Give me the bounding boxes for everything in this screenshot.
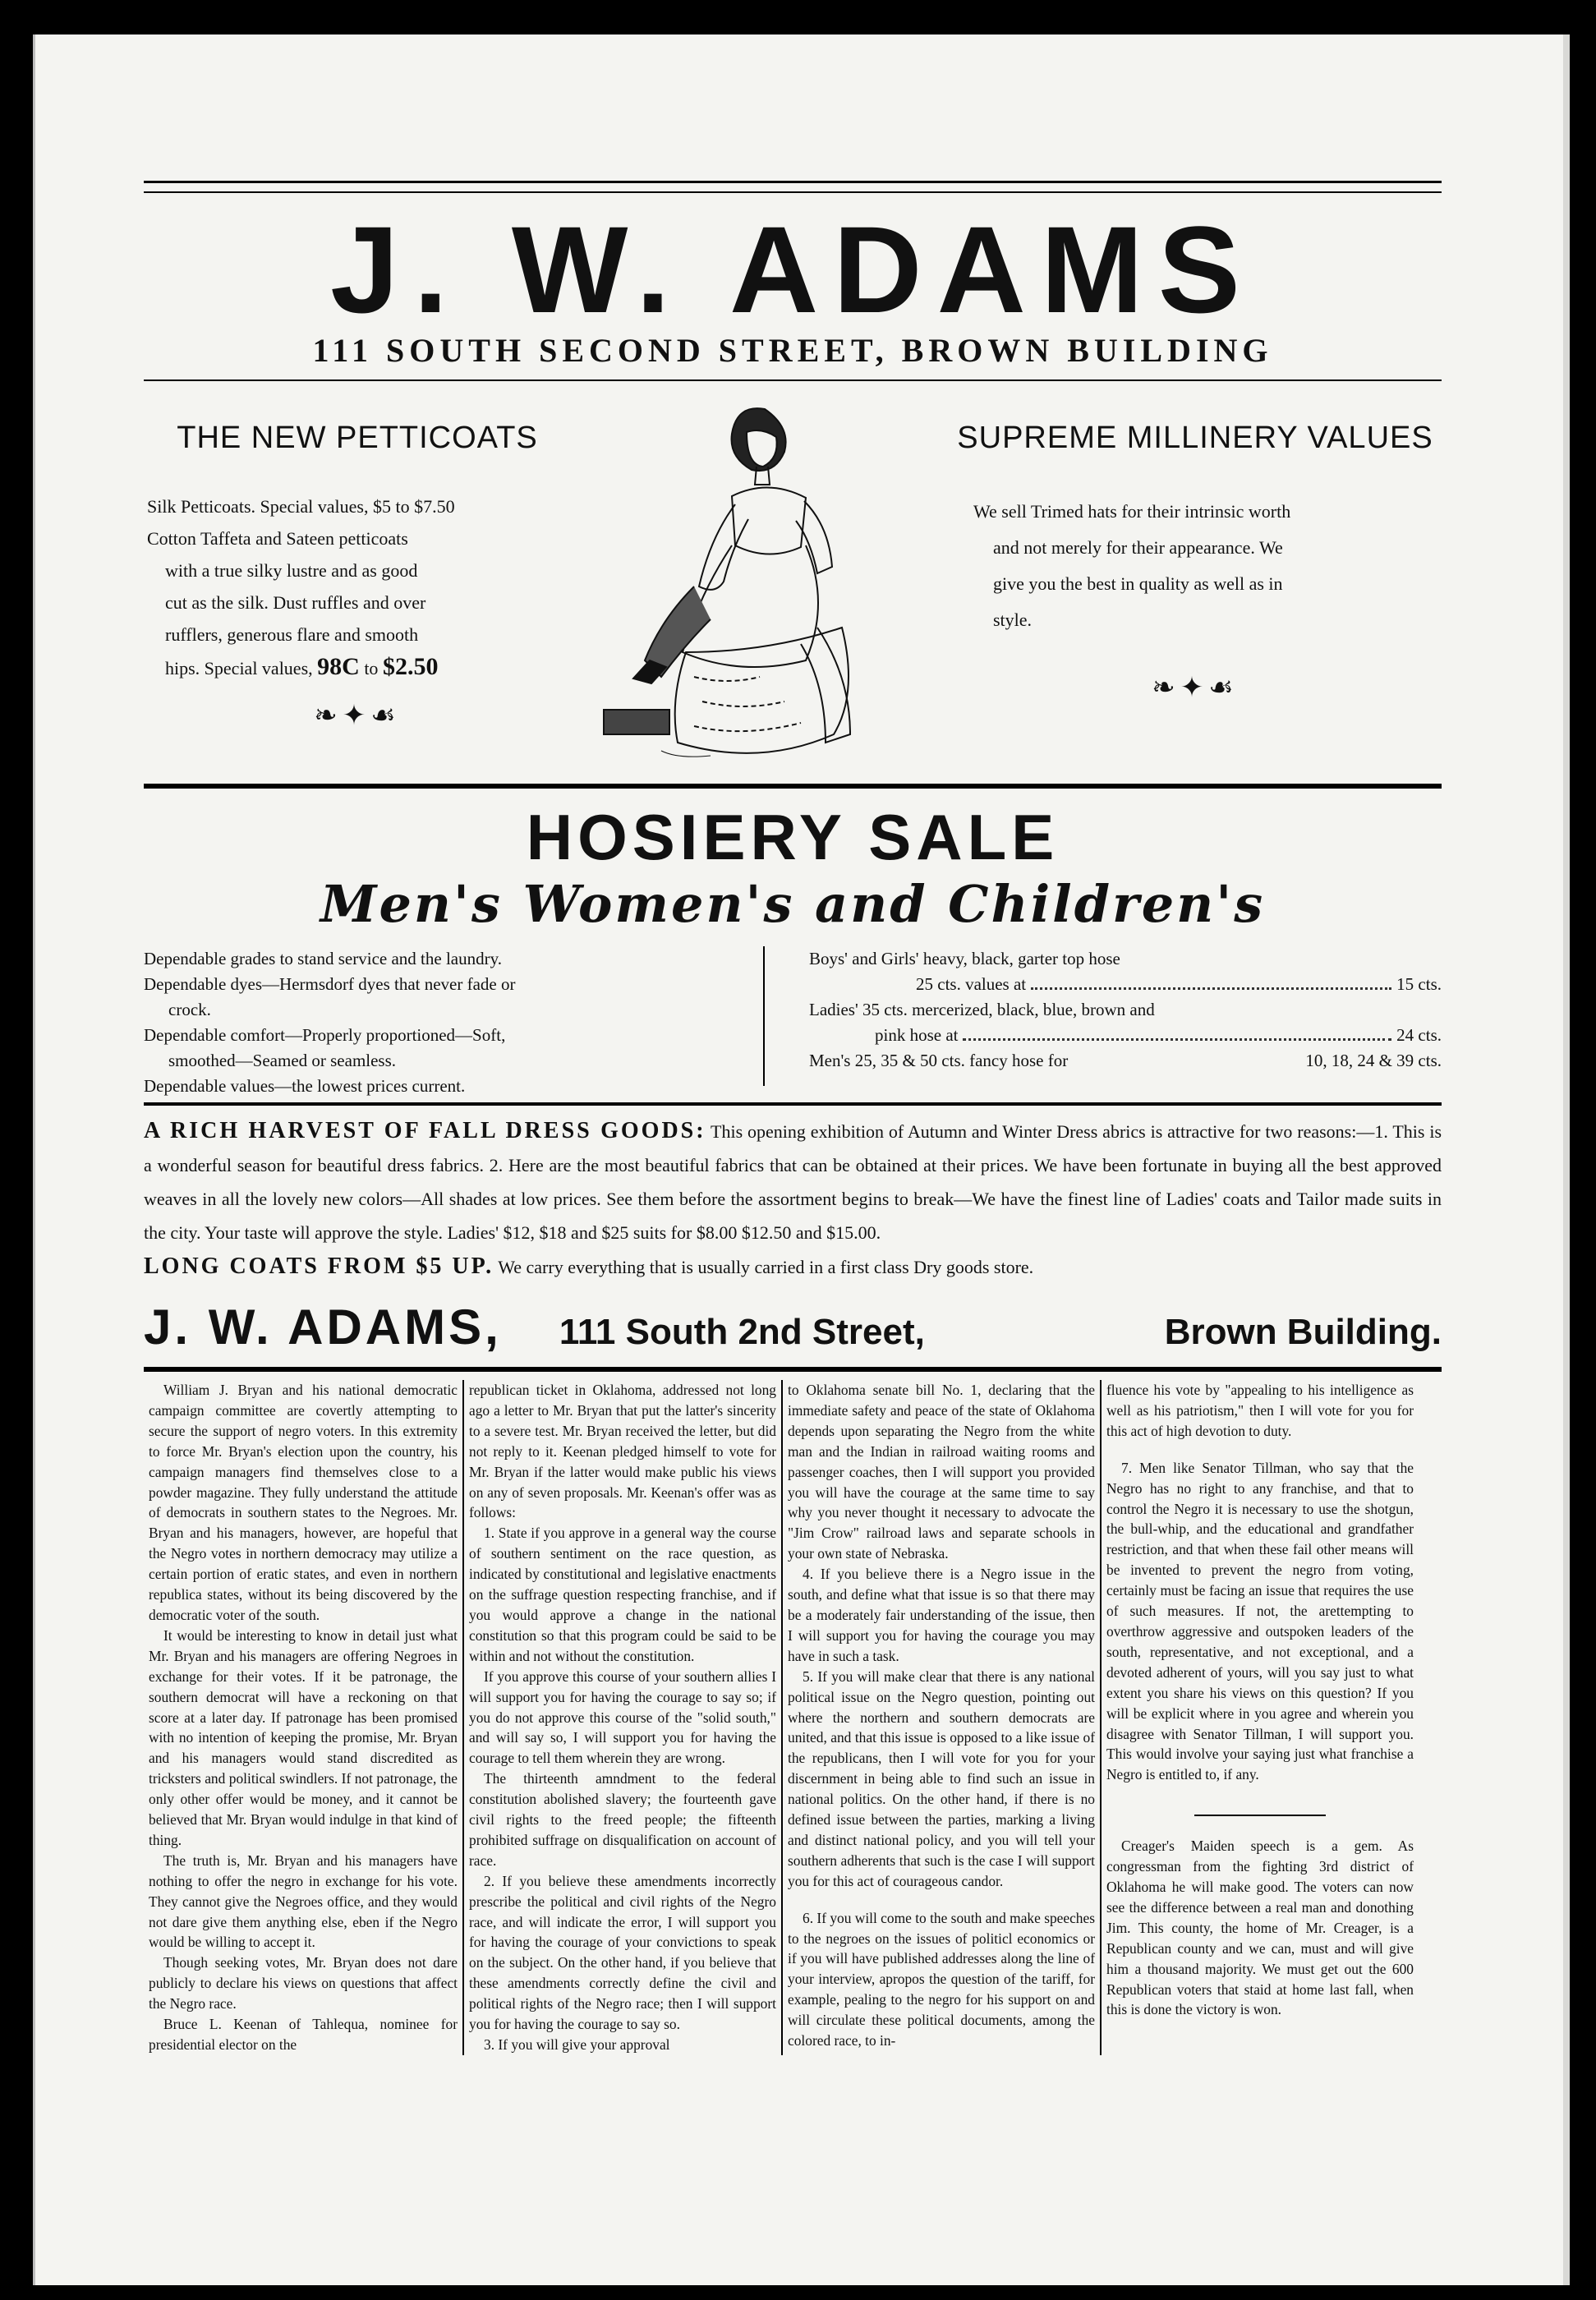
hosiery-price-row [809, 1048, 1442, 1074]
millinery-heading: SUPREME MILLINERY VALUES [957, 421, 1433, 455]
article-column [144, 1380, 462, 2055]
petticoats-line: with a true silky lustre and as good [165, 560, 418, 581]
dress-goods-body: This opening exhibition of Autumn and Winter Dress abrics is attractive for two reasons:—1. This is a wonderful season for beautiful dress fabrics. 2. Here are the most beautiful fabrics that can be obtained at their prices. We have been fortunate in buying all the best approved weaves in all the lovely new colors—All shades at low prices. See them before the assortment begins to break—We have the finest line of Ladies' coats and Tailor made suits in the city. Your taste will approve the style. Ladies' $12, $18 and $25 suits for $8.00 $12.50 and $15.00. [144, 1121, 1442, 1243]
article-paragraph: republican ticket in Oklahoma, addressed not long ago a letter to Mr. Bryan that put the latter's sincerity to a severe test. Mr. Bryan received the letter, but did not reply to it. Keenan pledged himself to vote for Mr. Bryan if the latter would make public his views on any of seven proposals. Mr. Keenan's offer was as follows: [469, 1382, 776, 1521]
store-signature [144, 1299, 1442, 1355]
petticoats-heading: THE NEW PETTICOATS [177, 421, 538, 455]
article-column [1100, 1380, 1419, 2055]
section-divider [144, 784, 1442, 789]
article-paragraph: 3. If you will give your approval [484, 2036, 670, 2053]
article-paragraph: Though seeking votes, Mr. Bryan does not dare publicly to declare his views on questions that affect the Negro race. [149, 1954, 458, 2012]
millinery-line: We sell Trimed hats for their intrinsic worth [973, 501, 1291, 522]
article-paragraph: The thirteenth amndment to the federal constitution abolished slavery; the fourteenth gave civil rights to the freed people; the fifteenth prohibited suffrage on disqualification on account of race. [469, 1770, 776, 1869]
hosiery-point: crock. [168, 1000, 211, 1019]
hosiery-column-divider [763, 946, 768, 1086]
petticoats-price-line [147, 651, 571, 684]
article-paragraph: Creager's Maiden speech is a gem. As congressman from the fighting 3rd district of Oklahoma he will make good. The voters can now see the difference between a real man and donothing Jim. This county, the home of Mr. Creager, is a Republican county and we can, must and will give him a thousand majority. We must get out the 600 Republican voters that staid at home last fall, when this is done the victory is won. [1106, 1838, 1414, 2018]
millinery-text [973, 494, 1442, 638]
petticoats-price-text: hips. Special values, [165, 658, 313, 678]
store-street: 111 South 2nd Street, [559, 1312, 925, 1352]
flourish-ornament: ❧✦☙ [1152, 673, 1239, 703]
hosiery-price-line: Ladies' 35 cts. mercerized, black, blue, brown and [809, 1000, 1155, 1019]
newspaper-page [33, 34, 1570, 2285]
hosiery-dependable-list [144, 946, 752, 1102]
hosiery-price-list [784, 946, 1442, 1102]
section-divider [144, 1367, 1442, 1372]
upper-ad-section [144, 381, 1442, 784]
hosiery-price-label: pink hose at [875, 1025, 959, 1045]
hosiery-point: Dependable comfort—Properly proportioned—Soft, [144, 1025, 506, 1045]
article-paragraph: William J. Bryan and his national democratic campaign committee are covertly attempting to secure the support of negro voters. In this extremity to force Mr. Bryan's election upon the country, his campaign managers find themselves close to a powder magazine. They fully understand the attitude of democrats in southern states to the Negroes. Mr. Bryan and his managers, however, are hopeful that the Negro votes in northern democracy may utilize a certain portion of eratic states, and even in northern republica states, without its being discovered by the democratic voter of the south. [149, 1382, 458, 1623]
dot-leader [963, 1023, 1391, 1041]
petticoats-line: rufflers, generous flare and smooth [165, 624, 419, 645]
hosiery-price-label: Men's 25, 35 & 50 cts. fancy hose for [809, 1051, 1069, 1070]
dress-goods-ad [144, 1114, 1442, 1284]
hosiery-price-value: 15 cts. [1396, 974, 1442, 994]
petticoats-line: Cotton Taffeta and Sateen petticoats [147, 528, 408, 549]
hosiery-price-line: Boys' and Girls' heavy, black, garter top hose [809, 949, 1120, 968]
article-column [462, 1380, 781, 2055]
article-paragraph: If you approve this course of your southern allies I will support you for having the courage to say so; if you do not approve this course of the "solid south," and will say so, I will support you for having the courage to tell them wherein they are wrong. [469, 1668, 776, 1767]
long-coats-heading: LONG COATS FROM $5 UP. [144, 1254, 494, 1279]
dress-goods-heading: A RICH HARVEST OF FALL DRESS GOODS: [144, 1118, 706, 1143]
petticoats-price-low: 98C [317, 653, 360, 680]
article-paragraph: fluence his vote by "appealing to his intelligence as well as his patriotism," then I will vote for you for this act of high devotion to duty. [1106, 1382, 1414, 1439]
illustration-woman [571, 381, 949, 784]
article-paragraph: 2. If you believe these amendments incorrectly prescribe the political and civil rights of the Negro race, and will indicate the error, I will support you for having the courage of your convictions to speak on the subject. On the other hand, if you believe that these amendments correctly define the civil and political rights of the Negro race; then I will support you for having the courage to say so. [469, 1872, 776, 2033]
hosiery-point: Dependable dyes—Hermsdorf dyes that never fade or [144, 974, 516, 994]
petticoats-price-high: $2.50 [382, 653, 439, 680]
article-paragraph: Bruce L. Keenan of Tahlequa, nominee for presidential elector on the [149, 2016, 458, 2053]
petticoats-ad [144, 381, 571, 784]
petticoats-price-to: to [364, 658, 379, 678]
masthead-address: 111 SOUTH SECOND STREET, BROWN BUILDING [312, 332, 1273, 369]
hosiery-details [144, 946, 1442, 1102]
hosiery-subtitle: Men's Women's and Children's [320, 874, 1266, 934]
hosiery-price-value: 10, 18, 24 & 39 cts. [1305, 1051, 1442, 1070]
hosiery-point: Dependable values—the lowest prices current. [144, 1076, 466, 1096]
hosiery-point: smoothed—Seamed or seamless. [168, 1051, 397, 1070]
article-separator [1194, 1815, 1326, 1816]
page-content [144, 181, 1442, 2055]
article-paragraph: 6. If you will come to the south and make speeches to the negroes on the issues of politicl economics or if you will have published addresses along the line of your interview, apropos the question of the tariff, for example, pealing to the negro for his support on and will circulate these political documents, among the colored race, to in- [788, 1909, 1095, 2049]
millinery-ad [949, 381, 1442, 784]
news-article [144, 1380, 1442, 2055]
hosiery-price-row [809, 1023, 1442, 1048]
petticoats-line: cut as the silk. Dust ruffles and over [165, 592, 426, 613]
store-name: J. W. ADAMS, [144, 1300, 502, 1355]
section-divider [144, 1102, 1442, 1106]
dot-leader [1031, 972, 1391, 990]
article-column [781, 1380, 1100, 2055]
article-paragraph: 5. If you will make clear that there is any national political issue on the Negro question, pointing out where the northern and southern democrats are united, and that this issue is opposed to a like issue of the republicans, then I will vote for you for your discernment in being able to find such an issue in national politics. On the other hand, if there is no defined issue between the parties, marking a living and distinct national policy, and you will tell your southern adherents that such is the case I will support you for this act of courageous candor. [788, 1668, 1095, 1889]
hosiery-title: HOSIERY SALE [526, 801, 1060, 873]
millinery-line: and not merely for their appearance. We [993, 537, 1283, 558]
masthead-top-rule [144, 181, 1442, 193]
hosiery-point: Dependable grades to stand service and the laundry. [144, 949, 502, 968]
article-paragraph: 1. State if you approve in a general way the course of southern sentiment on the race question, as indicated by constitutional and legislative enactments on the suffrage question respecting franchise, and if you would approve a change in the national constitution so that this program could be said to be within and not without the constitution. [469, 1525, 776, 1664]
article-paragraph: It would be interesting to know in detail just what Mr. Bryan and his managers are offering Negroes in exchange for their votes. If it be patronage, the southern democrat will have a reckoning on that score at a later day. If patronage has been promised with no intention of keeping the promise, Mr. Bryan and his managers would stand discredited as tricksters and political swindlers. If not patronage, the only other offer would be money, and it cannot be believed that Mr. Bryan would indulge in that kind of thing. [149, 1626, 458, 1848]
article-paragraph: The truth is, Mr. Bryan and his managers have nothing to offer the negro in exchange for his vote. They cannot give the Negroes office, and they would not dare give them anything else, eben if the Negro would be willing to accept it. [149, 1852, 458, 1951]
hosiery-price-row [809, 972, 1442, 997]
store-building: Brown Building. [1164, 1312, 1442, 1352]
hosiery-price-label: 25 cts. values at [916, 974, 1027, 994]
article-paragraph: 7. Men like Senator Tillman, who say that the Negro has no right to any franchise, and that to control the Negro it is necessary to use the shotgun, the bull-whip, and the educational and grandfather restriction, and that when these fail other means will be invented to prevent the negro from voting, certainly must be facing an issue that requires the use of such measures. If not, the arettempting to overthrow aggressive and outspoken leaders of the south, representative, and not exceptional, and a devoted adherent of yours, will you say just to what extent you share his views on this question? If you will be explicit where in you agree and wherein you disagree with Senator Tillman, I will support you. This would involve your saying just what franchise a Negro is entitled to, if any. [1106, 1459, 1414, 1783]
masthead-name: J. W. ADAMS [330, 200, 1255, 338]
long-coats-body: We carry everything that is usually carried in a first class Dry goods store. [498, 1257, 1034, 1277]
millinery-line: style. [993, 610, 1033, 630]
article-paragraph: 4. If you believe there is a Negro issue in the south, and define what that issue is so that there may be a moderately fair understanding of the issue, then I will support you for having the courage you may have in such a task. [788, 1566, 1095, 1664]
petticoats-line: Silk Petticoats. Special values, $5 to $7.50 [147, 496, 455, 517]
petticoats-text [144, 490, 571, 684]
millinery-line: give you the best in quality as well as in [993, 573, 1283, 594]
woman-illustration [571, 381, 949, 775]
article-paragraph: to Oklahoma senate bill No. 1, declaring that the immediate safety and peace of the state of Oklahoma depends upon separating the Negro from the white man and the Indian in railroad waiting rooms and passenger coaches, then I will support you provided you will have the courage at the same time to say why you never thought it necessary to advocate the "Jim Crow" railroad laws and separate schools in your own state of Nebraska. [788, 1382, 1095, 1562]
flourish-ornament: ❧✦☙ [314, 701, 401, 731]
hosiery-price-value: 24 cts. [1396, 1025, 1442, 1045]
